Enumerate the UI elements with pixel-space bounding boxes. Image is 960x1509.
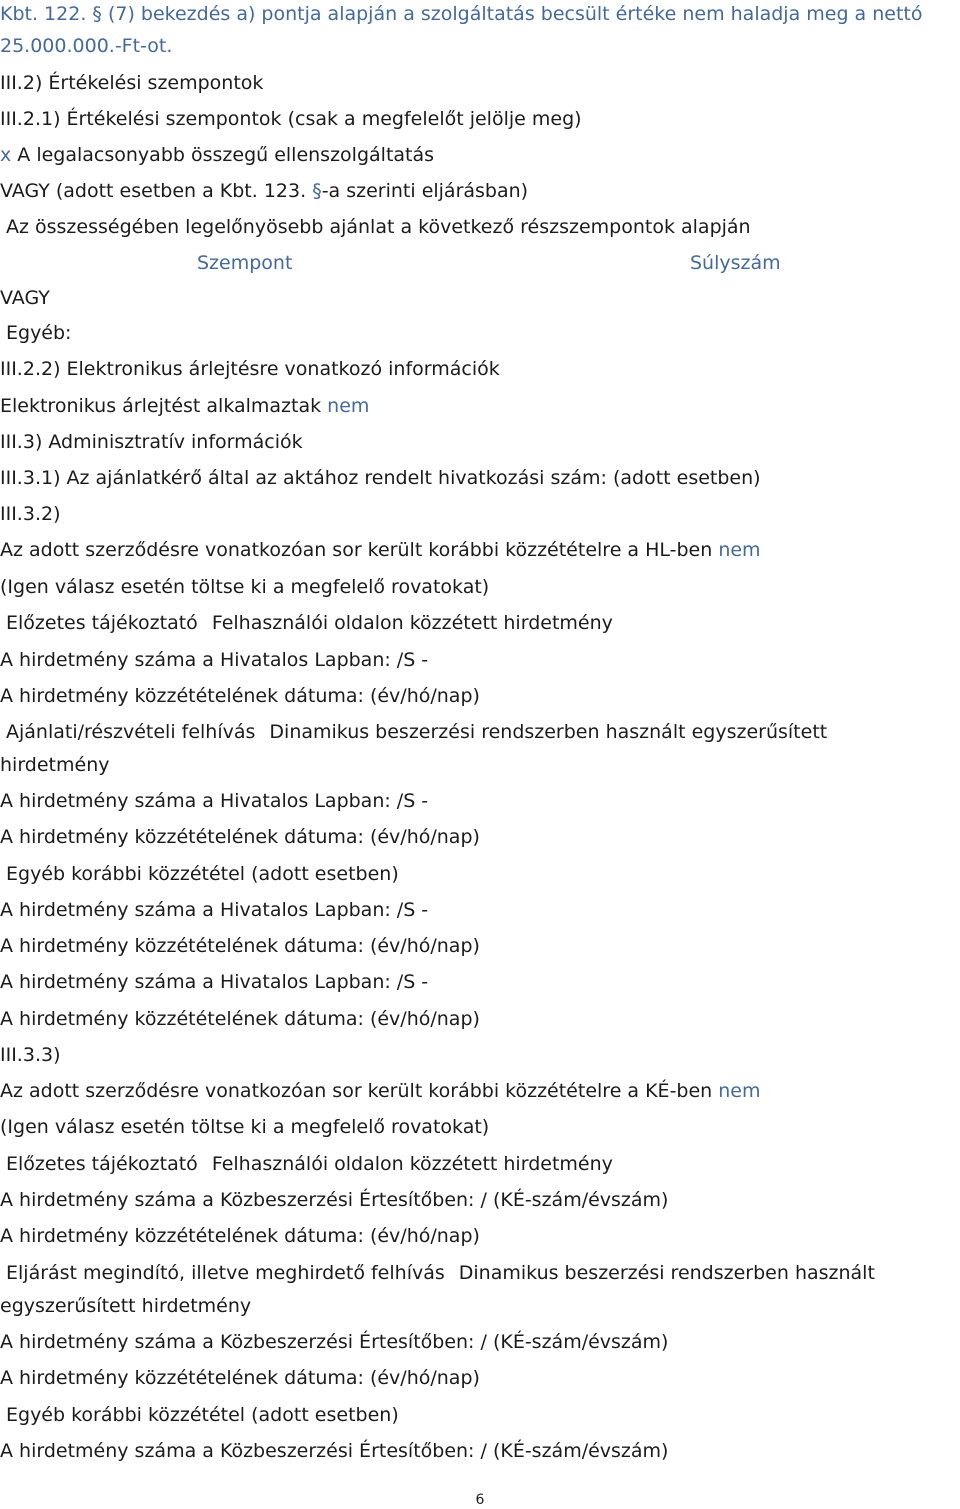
answer-value: nem [327,395,370,417]
ke-number-line: A hirdetmény száma a Közbeszerzési Értesítőben: / (KÉ-szám/évszám) [0,1189,669,1211]
notice-date-line: A hirdetmény közzétételének dátuma: (év/hó/nap) [0,1367,480,1389]
notice-date-line: A hirdetmény közzétételének dátuma: (év/hó/nap) [0,685,480,707]
section-iii-2-2-heading: III.2.2) Elektronikus árlejtésre vonatkozó információk [0,358,500,380]
option-contract-notice-cont: hirdetmény [0,754,110,776]
option-launch-notice: Eljárást megindító, illetve meghirdető felhívás Dinamikus beszerzési rendszerben használt [6,1262,875,1284]
criterion-best-value: Az összességében legelőnyösebb ajánlat a következő részszempontok alapján [6,216,751,238]
option-other-publication: Egyéb korábbi közzététel (adott esetben) [6,1404,399,1426]
hl-publication-line: Az adott szerződésre vonatkozóan sor került korábbi közzétételre a HL-ben nem [0,539,761,561]
section-iii-3-heading: III.3) Adminisztratív információk [0,431,303,453]
notice-date-line: A hirdetmény közzétételének dátuma: (év/hó/nap) [0,1008,480,1030]
ke-number-line: A hirdetmény száma a Közbeszerzési Értesítőben: / (KÉ-szám/évszám) [0,1440,669,1462]
column-header-sulyszam: Súlyszám [690,252,781,274]
option-prior-info: Előzetes tájékoztató Felhasználói oldalon közzétett hirdetmény [6,612,613,634]
notice-number-line: A hirdetmény száma a Hivatalos Lapban: /S - [0,899,429,921]
page-number: 6 [475,1492,485,1508]
notice-date-line: A hirdetmény közzétételének dátuma: (év/hó/nap) [0,1225,480,1247]
criterion-lowest-price: x A legalacsonyabb összegű ellenszolgáltatás [0,144,435,166]
criterion-or-line: VAGY (adott esetben a Kbt. 123. §-a szerinti eljárásban) [0,180,529,202]
e-auction-line: Elektronikus árlejtést alkalmaztak nem [0,395,370,417]
fill-instruction: (Igen válasz esetén töltse ki a megfelelő rovatokat) [0,576,490,598]
answer-value: nem [718,1080,761,1102]
option-prior-info: Előzetes tájékoztató Felhasználói oldalon közzétett hirdetmény [6,1153,613,1175]
option-launch-notice-cont: egyszerűsített hirdetmény [0,1295,252,1317]
criterion-other: Egyéb: [6,322,72,344]
notice-number-line: A hirdetmény száma a Hivatalos Lapban: /S - [0,971,429,993]
section-iii-3-2-heading: III.3.2) [0,503,61,525]
column-header-szempont: Szempont [197,252,293,274]
notice-number-line: A hirdetmény száma a Hivatalos Lapban: /S - [0,790,429,812]
ke-number-line: A hirdetmény száma a Közbeszerzési Értesítőben: / (KÉ-szám/évszám) [0,1331,669,1353]
notice-date-line: A hirdetmény közzétételének dátuma: (év/hó/nap) [0,826,480,848]
answer-value: nem [718,539,761,561]
section-iii-3-1: III.3.1) Az ajánlatkérő által az aktához rendelt hivatkozási szám: (adott esetben) [0,467,761,489]
section-iii-2-1-heading: III.2.1) Értékelési szempontok (csak a megfelelőt jelölje meg) [0,108,582,130]
intro-line-2: 25.000.000.-Ft-ot. [0,35,173,57]
option-other-publication: Egyéb korábbi közzététel (adott esetben) [6,863,399,885]
selected-mark: x [0,144,12,166]
section-iii-2-heading: III.2) Értékelési szempontok [0,72,264,94]
section-iii-3-3-heading: III.3.3) [0,1044,61,1066]
criterion-or-2: VAGY [0,287,50,309]
notice-number-line: A hirdetmény száma a Hivatalos Lapban: /S - [0,649,429,671]
option-contract-notice: Ajánlati/részvételi felhívás Dinamikus beszerzési rendszerben használt egyszerűsített [6,721,828,743]
intro-line-1: Kbt. 122. § (7) bekezdés a) pontja alapján a szolgáltatás becsült értéke nem haladja meg a nettó [0,3,923,25]
notice-date-line: A hirdetmény közzétételének dátuma: (év/hó/nap) [0,935,480,957]
ke-publication-line: Az adott szerződésre vonatkozóan sor került korábbi közzétételre a KÉ-ben nem [0,1080,761,1102]
fill-instruction: (Igen válasz esetén töltse ki a megfelelő rovatokat) [0,1116,490,1138]
